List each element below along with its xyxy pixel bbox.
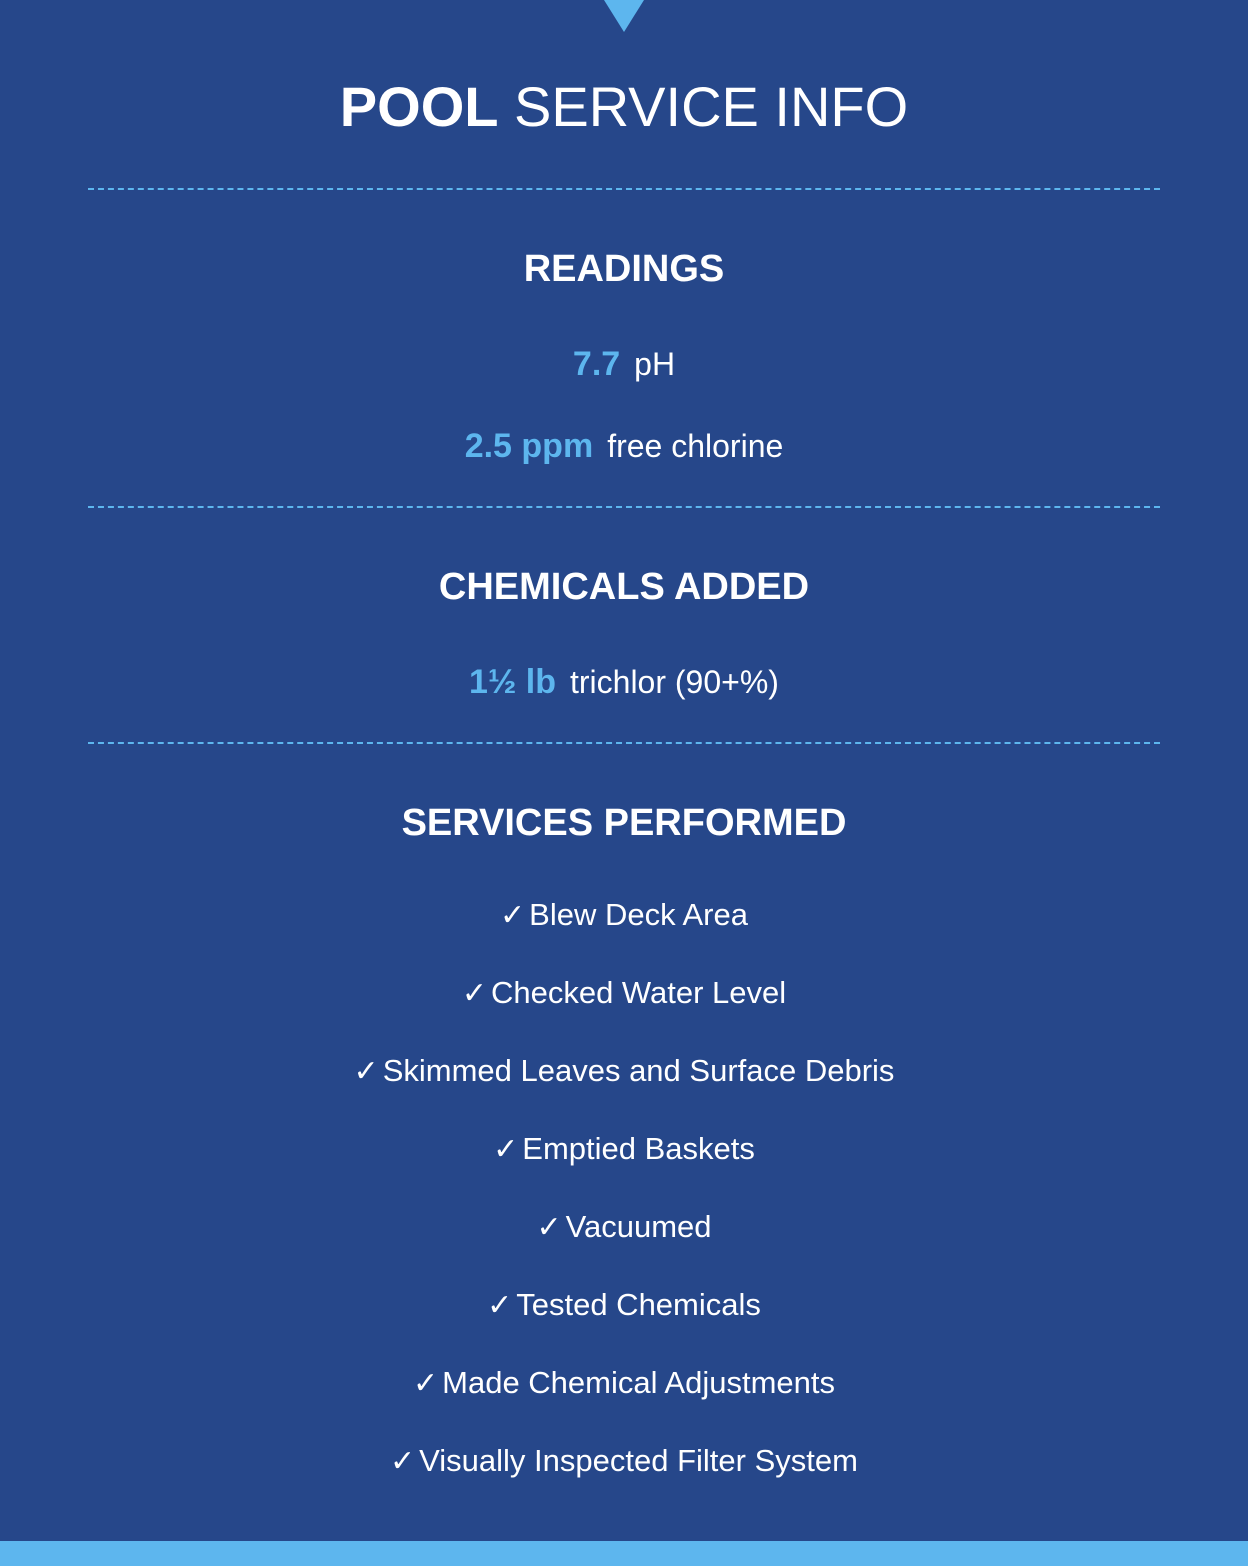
down-arrow-icon (604, 0, 644, 32)
chemical-trichlor (0, 662, 1248, 702)
service-label: Vacuumed (565, 1209, 712, 1244)
readings-heading: READINGS (523, 248, 725, 290)
checkmark-icon: ✓ (413, 1366, 439, 1401)
service-label: Tested Chemicals (516, 1287, 761, 1322)
reading-label: free chlorine (607, 428, 784, 464)
chemicals-heading: CHEMICALS ADDED (438, 566, 810, 608)
reading-value: 2.5 ppm (464, 427, 594, 465)
service-item (0, 1051, 1248, 1092)
service-item (0, 1285, 1248, 1326)
services-heading: SERVICES PERFORMED (401, 802, 847, 844)
service-label: Made Chemical Adjustments (442, 1365, 835, 1400)
service-label: Emptied Baskets (522, 1131, 755, 1166)
divider (88, 188, 1160, 190)
checkmark-icon: ✓ (500, 898, 526, 933)
checkmark-icon: ✓ (493, 1132, 519, 1167)
page-title (0, 72, 1248, 142)
divider (88, 506, 1160, 508)
service-item (0, 895, 1248, 936)
checkmark-icon: ✓ (461, 976, 487, 1011)
chemical-label: trichlor (90+%) (569, 664, 779, 700)
service-item (0, 1207, 1248, 1248)
page-title-strong: POOL (339, 75, 499, 138)
page-title-light: SERVICE INFO (514, 75, 909, 138)
reading-value: 7.7 (572, 345, 621, 383)
service-item (0, 973, 1248, 1014)
divider (88, 742, 1160, 744)
reading-ph (0, 344, 1248, 384)
reading-free-chlorine (0, 426, 1248, 466)
checkmark-icon: ✓ (536, 1210, 562, 1245)
service-label: Checked Water Level (490, 975, 787, 1010)
checkmark-icon: ✓ (353, 1054, 379, 1089)
service-item (0, 1441, 1248, 1482)
footer-bar (0, 1541, 1248, 1566)
chemical-amount: 1½ lb (469, 663, 556, 701)
checkmark-icon: ✓ (487, 1288, 513, 1323)
checkmark-icon: ✓ (390, 1444, 416, 1479)
service-item (0, 1129, 1248, 1170)
reading-label: pH (634, 346, 676, 382)
service-label: Skimmed Leaves and Surface Debris (382, 1053, 895, 1088)
service-label: Visually Inspected Filter System (419, 1443, 858, 1478)
service-item (0, 1363, 1248, 1404)
service-label: Blew Deck Area (529, 897, 748, 932)
